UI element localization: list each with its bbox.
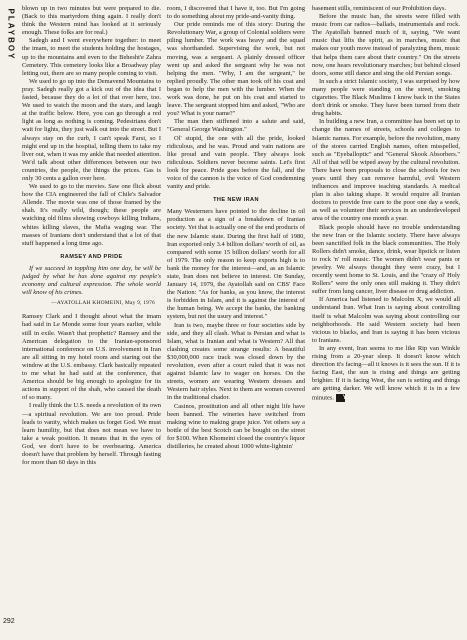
- magazine-sidebar: [5, 6, 17, 66]
- paragraph: We used to go up into the Demavend Mountains to pray. Sadegh really got a kick out of the idea that I fasted, because they do a lot of that over here, too. We used to watch the moon and the stars, and laugh at the traffic below. Here, you can go through a red light as long as nothing is coming. Pedestrians don't wait for lights, they just walk out into the street. But I always stay on the curb, I can't speak Farsi, so I might end up in the hospital, telling them to take my liver out, when it was my ankle that needed attention. We'd talk about other differences between our two countries, the people, the things the prices. Gas is only 30 cents a gallon over here.: [22, 77, 161, 182]
- paragraph: Black people should have no trouble understanding the new Iran or the Islamic society. There have always been sanctified folk in the black communities. The Holy Rollers didn't smoke, dance, drink, wear lipstick or listen to rock 'n' roll music. The women didn't wear pants or jewelry. We always thought they were crazy, but I recently went home to St. Louis, and the "crazy ol' Holy Rollers" were the only ones still making it. They didn't suffer from lung cancer, liver disease or drug addiction.: [312, 223, 460, 296]
- paragraph: Casinos, prostitution and all other night life have been banned. The wineries have switched from making wine to making grape juice. Yet others say a bottle of the best Scotch can be bought on the street for $100. When Khomeini closed the country's liquor distilleries, he created about 1000 white-lightnin': [167, 402, 305, 450]
- column-3: [312, 5, 460, 633]
- paragraph: Sadegh and I went everywhere together: to meet the imam, to meet the students holding the hostages, up to the mountains and even to the Behesht'e Zahra Cemetery. This cemetery looks like a Broadway play letting out, there are so many people coming to visit.: [22, 37, 161, 77]
- paragraph: I really think the U.S. needs a revolution of its own—a spiritual revolution. We are too proud. Pride leads to vanity, which makes us forget God. We must learn humility, but that does not mean we have to take a weak position. It means that in the eyes of God, we don't have to be overbearing. America doesn't have that problem by herself. Through fasting for more than 60 days in this: [22, 402, 161, 467]
- paragraph: basement stills, reminiscent of our Prohibition days.: [312, 5, 447, 12]
- end-mark-icon: Y: [336, 394, 345, 402]
- paragraph: Iran is two, maybe three or four societies side by side, and they all clash. What is Persian and what is Islam, what is Iranian and what is Western? All that clashing creates some strange results: A beautiful $30,000,000 race track was closed down by the revolution, even after a court ruled that it was not against Islamic law to wager on horses. On the streets, women are wearing Western dresses and Western hair styles. Next to them are women covered in the traditional chador.: [167, 321, 305, 402]
- paragraph: In such a strict Islamic society, I was surprised by how many people were standing on the street, smoking cigarettes. The Black Muslims I know back in the States don't drink or smoke. They have been turned from their drug habits.: [312, 77, 460, 118]
- paragraph: In building a new Iran, a committee has been set up to change the names of streets, schools and colleges to Islamic names. For example, before the revolution, many of the stores carried English names, often misspelled, such as "Eyeballoptic" and "General Skook Absorbers." All of that will be wiped away by the cultural revolution. There have been proposals to close the schools for two years until they can remove harmful, evil Western influences and improve teaching standards. A medical plan is also taking shape. It would require all Iranian doctors to provide free care to the poor one day a week, as well as volunteer their services in an underdeveloped area of the country one month a year.: [312, 118, 460, 223]
- magazine-name: PLAYBOY: [6, 8, 16, 61]
- paragraph: Many Westerners have pointed to the decline in oil production as a sign of a breakdown of Iranian society. Yet that is actually one of the end products of the new Islamic state. During the first half of 1980, Iran exported only 3.4 billion dollars' worth of oil, as compared with some 15 billion dollars' worth for all of 1979. The only reason to keep exports high is to bank the money for the interest—and, as an Islamic state, Iran does not believe in interest. On Sunday, January 14, 1979, the Ayatollah said on CBS' Face the Nation: "As for banks, as you know, the interest is forbidden in Islam, and it is against the interest of the human being. We accept the banks, the banking system, but not the usury and interest.": [167, 208, 305, 321]
- paragraph: Ol' stupid, the one with all the pride, looked ridiculous, and he was. Proud and vain nations are like proud and vain people. They always look ridiculous. Soldiers never become saints. Let's first look for peace. Pride goes before the fall, and the voice of the cannon is the voice of God condemning vanity and pride.: [167, 134, 305, 191]
- paragraph-text: In any event, Iran seems to me like Rip van Winkle rising from a 20-year sleep. It doesn't know which direction it's facing—all it knows is it sees the sun. If it is facing East, the sun is rising and things are getting brighter. If it is facing West, the sun is setting and things are getting darker. We will know which it is in a few minutes.: [312, 344, 460, 401]
- section-heading: RAMSEY AND PRIDE: [60, 253, 123, 260]
- section-heading: THE NEW IRAN: [213, 197, 259, 204]
- paragraph: room, I discovered that I have it, too. But I'm going to do something about my pride-and-vanity thing.: [167, 5, 305, 21]
- paragraph: Our pride reminds me of this story: During the Revolutionary War, a group of Colonial soldiers were piling lumber. The work was heavy and the squad was shorthanded. Supervising the work, but not moving, was a sergeant. A plainly dressed officer went up and asked the sergeant why he was not helping the men. "Why, I am the sergeant," he replied proudly. The other man took off his coat and began to help the men with the lumber. When the work was done, he put on his coat and started to leave. The sergeant stopped him and asked, "Who are you? What is your name?": [167, 21, 305, 118]
- epigraph-quote: If we succeed in toppling him one day, he will be judged by what he has done against my people's economy and cultural expression. The whole world will know of his crimes.: [22, 264, 161, 297]
- paragraph: Before the music ban, the streets were filled with music from car radios—ballads, instrumentals and rock. The Ayatollah banned much of it, saying, "We want music that lifts the spirit, as in marches, music that makes our youth move instead of paralyzing them, music that helps them care about their country." On the streets now, one hears revolutionary marches; but behind closed doors, some still dance and sing the old Persian songs.: [312, 13, 460, 77]
- epigraph-attribution: —AYATOLLAH KHOMEINI, May 9, 1976: [51, 300, 155, 307]
- paragraph: [312, 345, 460, 402]
- paragraph: We used to go to the movies. Saw one flick about how the CIA engineered the fall of Chile's Salvador Allende. The movie was one of those framed by the shah. It's really wild, though; these people are watching old films showing cowboys killing Indians, whites killing slaves, the Mafia waging war. The masses of Iranians don't understand that a lot of that stuff happened a long time ago.: [22, 183, 161, 247]
- paragraph: Ramsey Clark and I thought about what the imam had said in Le Monde some four years earlier, while still in exile. Wasn't that prophetic? Ramsey and the American delegation to the Iranian-sponsored international conference on U.S. involvement in Iran are all sitting in my hotel room and staring out the window at the U.S. embassy. Clark basically repeated to me what he had said at the conference, that America should be big enough to apologize for its actions in support of the shah, who caused the death of so many.: [22, 313, 161, 402]
- page-number: 292: [3, 618, 15, 625]
- column-1: [22, 5, 161, 633]
- paragraph: The man then stiffened into a salute and said, "General George Washington.": [167, 118, 305, 134]
- column-2: [167, 5, 305, 633]
- paragraph: If America had listened to Malcolm X, we would all understand Iran. What Iran is saying about controlling itself is what Malcolm was saying about controlling our neighborhoods. He said Western society had been vicious to blacks, and Iran is saying it has been vicious to Iranians.: [312, 296, 460, 344]
- paragraph: blown up in two minutes but were prepared to die. (Back to this martyrdom thing again. I really don't think the Western mind has looked at it seriously enough. These folks are for real.): [22, 5, 161, 37]
